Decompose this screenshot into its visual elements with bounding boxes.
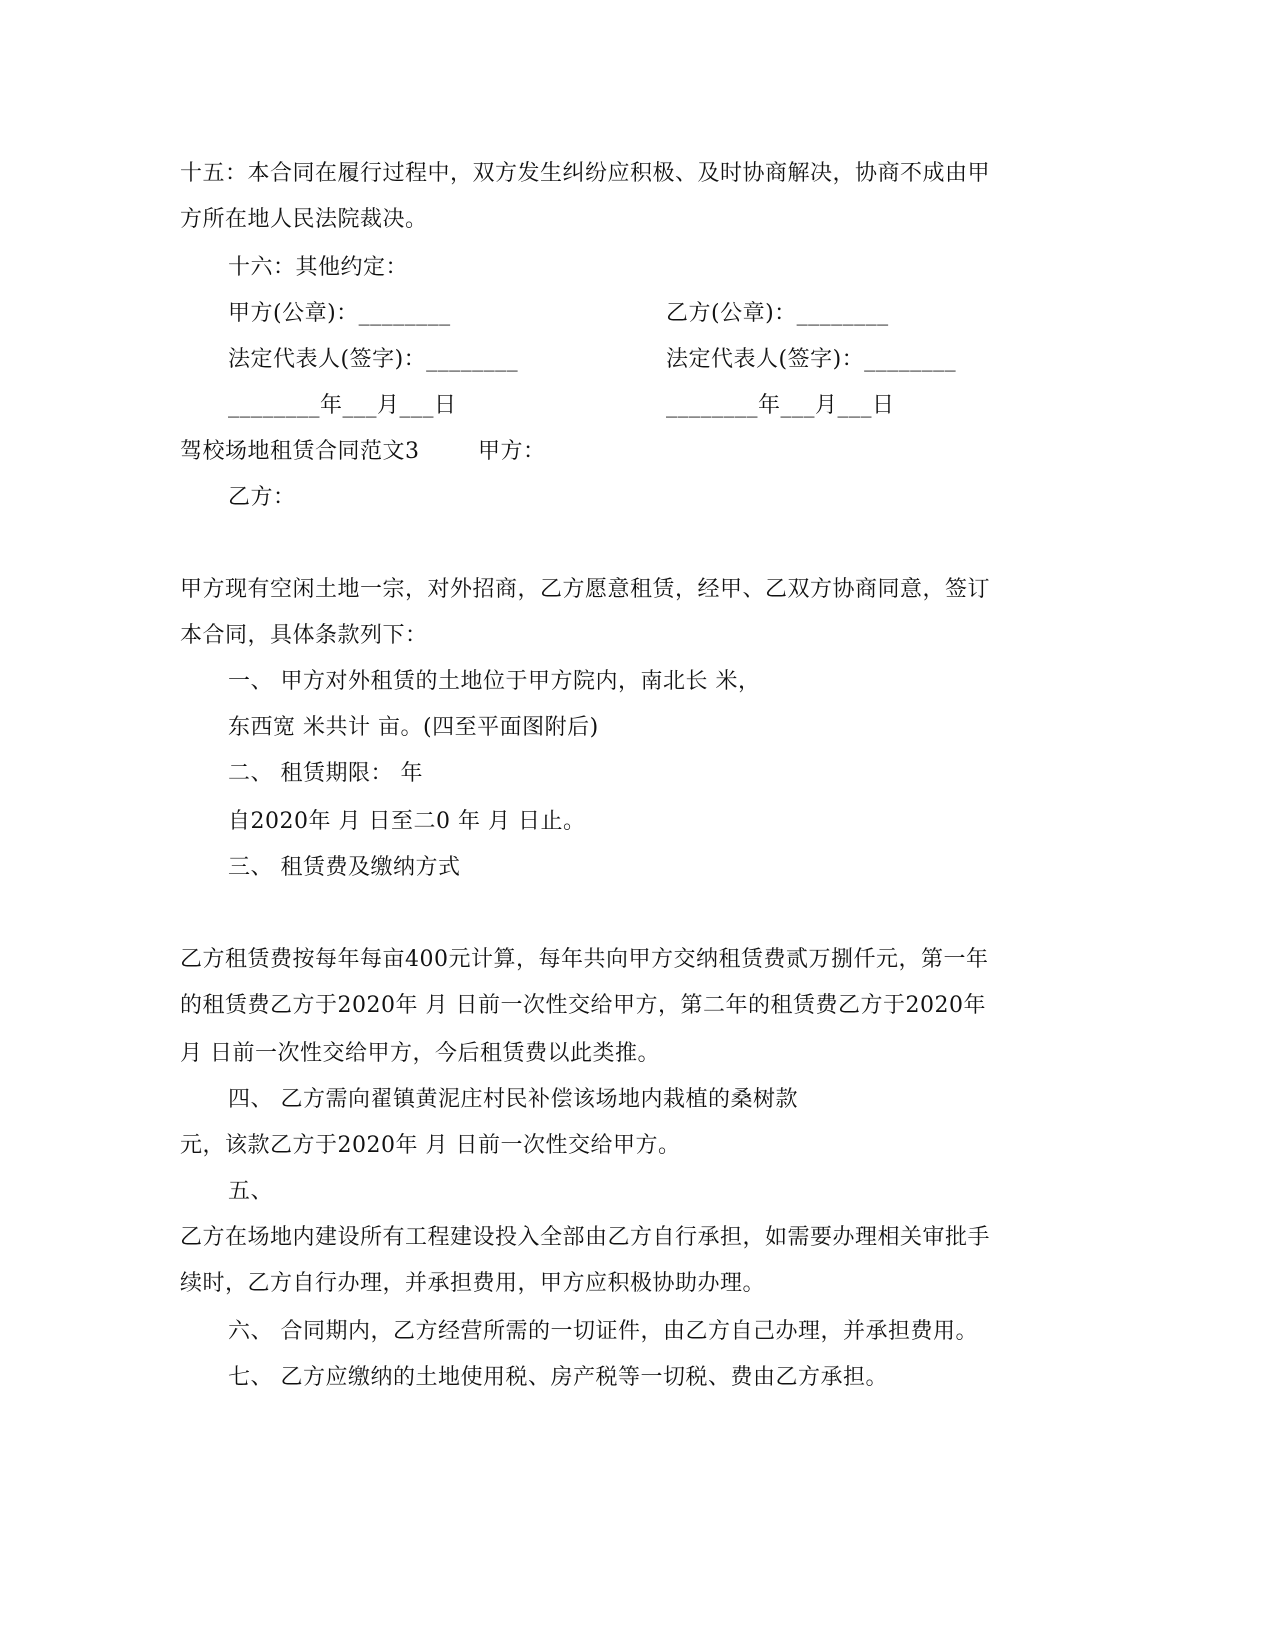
item-4-line-1: 四、 乙方需向翟镇黄泥庄村民补偿该场地内栽植的桑树款 bbox=[228, 1087, 798, 1112]
template-3-party-b: 乙方： bbox=[228, 485, 296, 510]
signature-party-b-seal: 乙方(公章)：________ bbox=[666, 301, 889, 326]
item-5-line-2: 续时，乙方自行办理，并承担费用，甲方应积极协助办理。 bbox=[180, 1271, 766, 1296]
item-2-line-1: 二、 租赁期限： 年 bbox=[228, 761, 423, 786]
signature-date-a: ________年___月___日 bbox=[228, 393, 457, 418]
item-3: 三、 租赁费及缴纳方式 bbox=[228, 855, 461, 880]
item-4-line-2: 元，该款乙方于2020年 月 日前一次性交给甲方。 bbox=[180, 1133, 681, 1158]
intro-line-1: 甲方现有空闲土地一宗，对外招商，乙方愿意租赁，经甲、乙双方协商同意，签订 bbox=[180, 577, 991, 602]
item-1-line-1: 一、 甲方对外租赁的土地位于甲方院内，南北长 米， bbox=[228, 669, 761, 694]
item-6: 六、 合同期内，乙方经营所需的一切证件，由乙方自己办理，并承担费用。 bbox=[228, 1319, 978, 1344]
item-1-line-2: 东西宽 米共计 亩。(四至平面图附后) bbox=[228, 715, 599, 740]
clause-15-line-2: 方所在地人民法院裁决。 bbox=[180, 207, 428, 232]
signature-date-b: ________年___月___日 bbox=[666, 393, 895, 418]
clause-16: 十六：其他约定： bbox=[228, 255, 409, 280]
rent-line-1: 乙方租赁费按每年每亩400元计算，每年共向甲方交纳租赁费贰万捌仟元，第一年 bbox=[180, 947, 989, 972]
signature-representative-b: 法定代表人(签字)：________ bbox=[666, 347, 957, 372]
item-7: 七、 乙方应缴纳的土地使用税、房产税等一切税、费由乙方承担。 bbox=[228, 1365, 888, 1390]
signature-party-a-seal: 甲方(公章)：________ bbox=[228, 301, 451, 326]
item-5-line-1: 乙方在场地内建设所有工程建设投入全部由乙方自行承担，如需要办理相关审批手 bbox=[180, 1225, 991, 1250]
template-3-party-a: 甲方： bbox=[478, 439, 546, 464]
rent-line-2: 的租赁费乙方于2020年 月 日前一次性交给甲方，第二年的租赁费乙方于2020年 bbox=[180, 993, 986, 1018]
signature-representative-a: 法定代表人(签字)：________ bbox=[228, 347, 519, 372]
clause-15-line-1: 十五：本合同在履行过程中，双方发生纠纷应积极、及时协商解决，协商不成由甲 bbox=[180, 161, 991, 186]
template-3-title: 驾校场地租赁合同范文3 bbox=[180, 439, 420, 464]
item-2-line-2: 自2020年 月 日至二0 年 月 日止。 bbox=[228, 809, 586, 834]
intro-line-2: 本合同，具体条款列下： bbox=[180, 623, 428, 648]
item-5-label: 五、 bbox=[228, 1179, 274, 1204]
rent-line-3: 月 日前一次性交给甲方，今后租赁费以此类推。 bbox=[180, 1041, 660, 1066]
